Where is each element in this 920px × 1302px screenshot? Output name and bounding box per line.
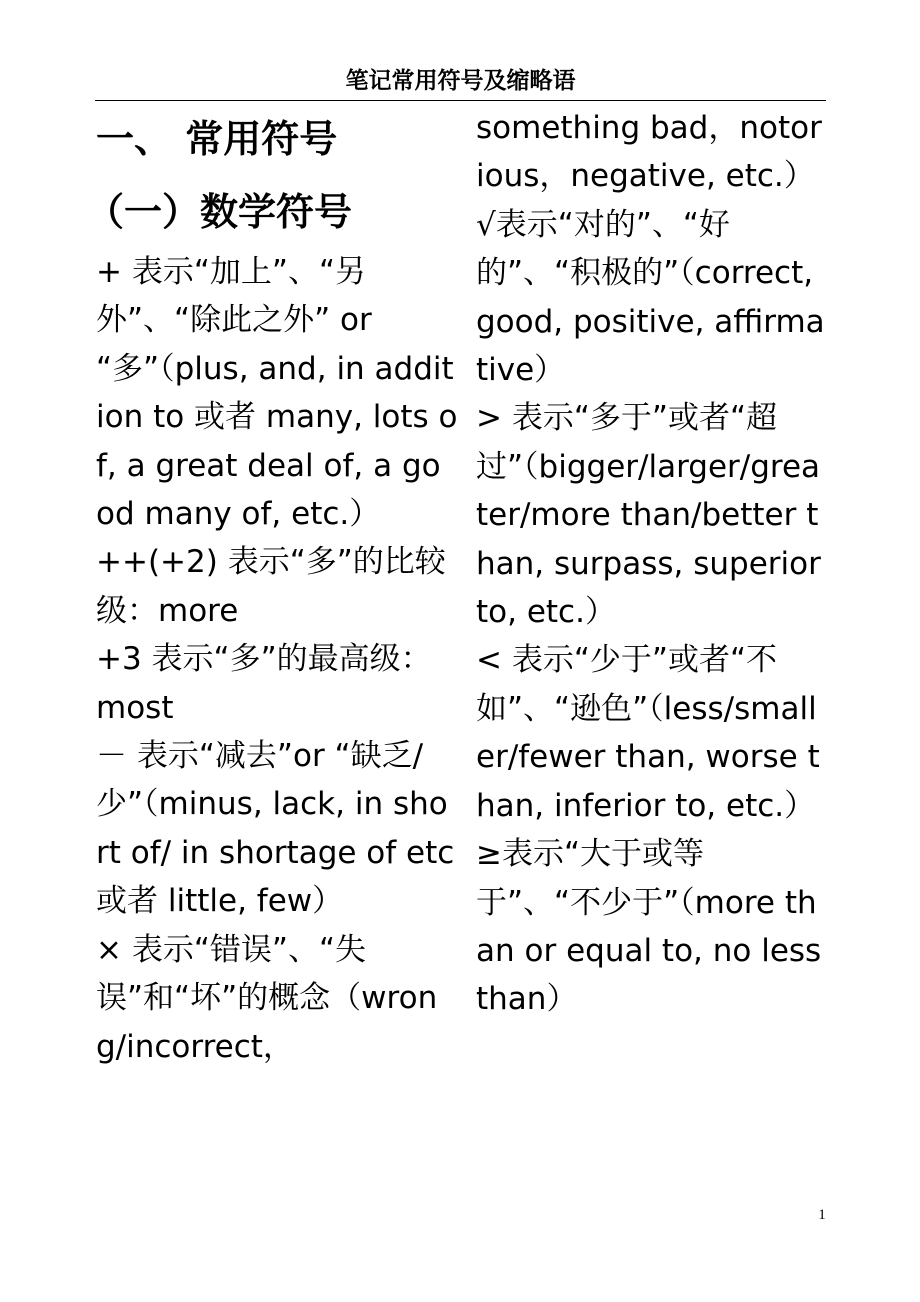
symbol-entry-greater-equal: ≥表示“大于或等于”、“不少于”（more than or equal to, no less than） <box>476 836 822 1018</box>
section-title: 一、 常用符号 <box>96 117 338 161</box>
page-number: 1 <box>818 1207 826 1223</box>
symbol-entry-less-than: < 表示“少于”或者“不如”、“逊色”（less/smaller/fewer than, worse than, inferior to, etc.） <box>476 642 820 824</box>
symbol-entry-plus: + 表示“加上”、“另外”、“除此之外” or “多”（plus, and, in addition to 或者 many, lots of, a great deal of, a good many of, etc.） <box>96 254 458 533</box>
symbol-entry-cross-continued: something bad，notorious，negative, etc.） <box>476 110 822 195</box>
symbol-entry-plus-plus: ++(+2) 表示“多”的比较级：more <box>96 544 446 629</box>
symbol-entry-cross: × 表示“错误”、“失误”和“坏”的概念（wrong/incorrect， <box>96 931 438 1065</box>
left-column <box>86 104 458 1071</box>
subsection-title: （一）数学符号 <box>86 190 353 234</box>
symbol-entry-check: √表示“对的”、“好的”、“积极的”（correct, good, positive, affirmative） <box>476 206 825 389</box>
right-column <box>476 104 828 1024</box>
symbol-entry-greater-than: > 表示“多于”或者“超过”（bigger/larger/greater/more than/better than, surpass, superior to, etc.） <box>476 400 821 631</box>
page-header-title: 笔记常用符号及缩略语 <box>95 64 826 101</box>
symbol-entry-plus-three: +3 表示“多”的最高级：most <box>96 641 432 726</box>
symbol-entry-minus: － 表示“减去”or “缺乏/少”（minus, lack, in short of/ in shortage of etc 或者 little, few） <box>96 738 455 920</box>
